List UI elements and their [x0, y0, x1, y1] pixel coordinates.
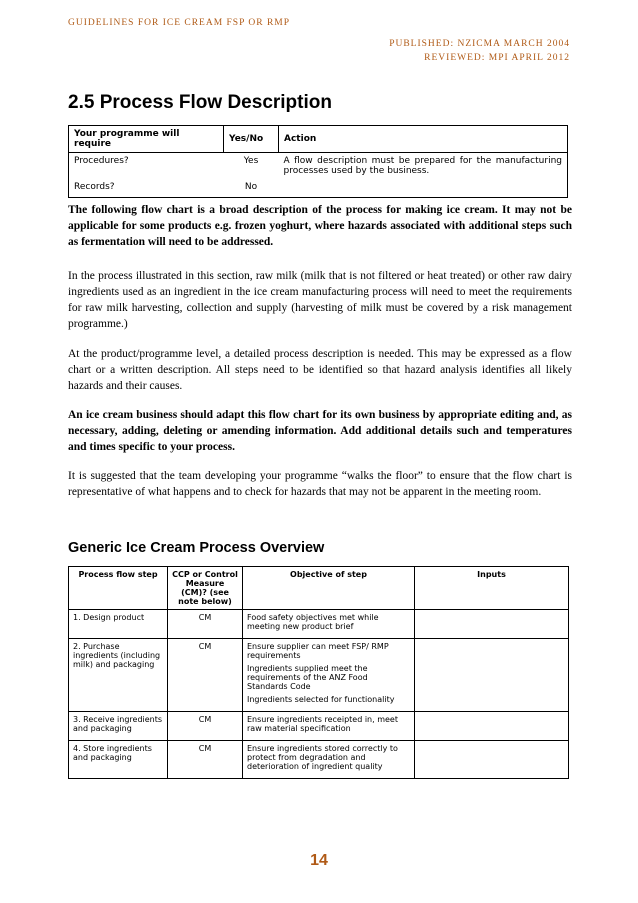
process-step: 4. Store ingredients and packaging [69, 741, 168, 779]
table-row [69, 153, 568, 180]
inputs [415, 741, 569, 779]
objective [243, 639, 415, 712]
paragraph-walk-floor: It is suggested that the team developing your programme “walks the floor” to ensure that the flow chart is representative of what happens and to check for hazards that may not be apparent in the meeting room. [68, 470, 572, 498]
header-process-step: Process flow step [69, 567, 168, 610]
requirement-item: Procedures? [74, 156, 129, 166]
header-objective: Objective of step [243, 567, 415, 610]
header-requirement: Your programme will require [69, 126, 224, 153]
ccp-cm: CM [168, 610, 243, 639]
requirement-action: A flow description must be prepared for the manufacturing processes used by the business. [283, 156, 562, 176]
process-step: 2. Purchase ingredients (including milk) and packaging [69, 639, 168, 712]
requirement-table [68, 125, 568, 198]
table-row [69, 610, 569, 639]
process-step: 3. Receive ingredients and packaging [69, 712, 168, 741]
objective [243, 741, 415, 779]
requirement-action [279, 179, 568, 198]
overview-header-row [69, 567, 569, 610]
inputs [415, 610, 569, 639]
inputs [415, 712, 569, 741]
header-yes-no: Yes/No [224, 126, 279, 153]
ccp-cm: CM [168, 639, 243, 712]
paragraph-raw-milk: In the process illustrated in this section, raw milk (milk that is not filtered or heat treated) or other raw dairy ingredients used as an ingredient in the ice cream manufacturing process will need to meet the requirements for raw milk harvesting, collection and supply (harvesting of milk must be covered by a risk management programme.) [68, 270, 572, 330]
header-action: Action [279, 126, 568, 153]
paragraph-intro: The following flow chart is a broad description of the process for making ice cream. It may not be applicable for some products e.g. frozen yoghurt, where hazards associated with additional steps such as fermentation will need to be addressed. [68, 204, 572, 248]
header-publication-info [389, 37, 570, 65]
ccp-cm: CM [168, 741, 243, 779]
table-row [69, 741, 569, 779]
table-row [69, 179, 568, 198]
section-title: 2.5 Process Flow Description [68, 92, 332, 113]
process-overview-table [68, 566, 569, 779]
requirement-answer: Yes [243, 156, 259, 166]
process-step: 1. Design product [69, 610, 168, 639]
header-title: GUIDELINES FOR ICE CREAM FSP OR RMP [68, 18, 291, 28]
header-inputs: Inputs [415, 567, 569, 610]
requirement-answer: No [244, 182, 258, 192]
paragraph-adapt: An ice cream business should adapt this flow chart for its own business by appropriate editing and, as necessary, adding, deleting or amending information. Add additional details such and temperatures and times specific to your process. [68, 409, 572, 453]
objective-line: Ensure ingredients receipted in, meet raw material specification [247, 715, 398, 733]
objective-line: Ensure ingredients stored correctly to protect from degradation and deterioration of ingredient quality [247, 744, 398, 771]
objective-line: Ingredients selected for functionality [247, 695, 395, 704]
objective [243, 610, 415, 639]
objective [243, 712, 415, 741]
requirement-item: Records? [74, 182, 115, 192]
table-row [69, 712, 569, 741]
header-reviewed: REVIEWED: MPI APRIL 2012 [424, 53, 570, 63]
ccp-cm: CM [168, 712, 243, 741]
overview-title: Generic Ice Cream Process Overview [68, 540, 325, 556]
objective-line: Ensure supplier can meet FSP/ RMP requirements [247, 642, 389, 660]
page-number: 14 [310, 852, 328, 869]
objective-line: Ingredients supplied meet the requirements of the ANZ Food Standards Code [247, 664, 368, 691]
header-ccp-cm: CCP or Control Measure (CM)? (see note below) [168, 567, 243, 610]
table-row [69, 639, 569, 712]
inputs [415, 639, 569, 712]
paragraph-process-description: At the product/programme level, a detailed process description is needed. This may be expressed as a flow chart or a written description. All steps need to be identified so that hazard analysis identifies all likely hazards and their causes. [68, 348, 572, 392]
header-published: PUBLISHED: NZICMA MARCH 2004 [389, 39, 570, 49]
requirement-table-header [69, 126, 568, 153]
objective-line: Food safety objectives met while meeting new product brief [247, 613, 379, 631]
